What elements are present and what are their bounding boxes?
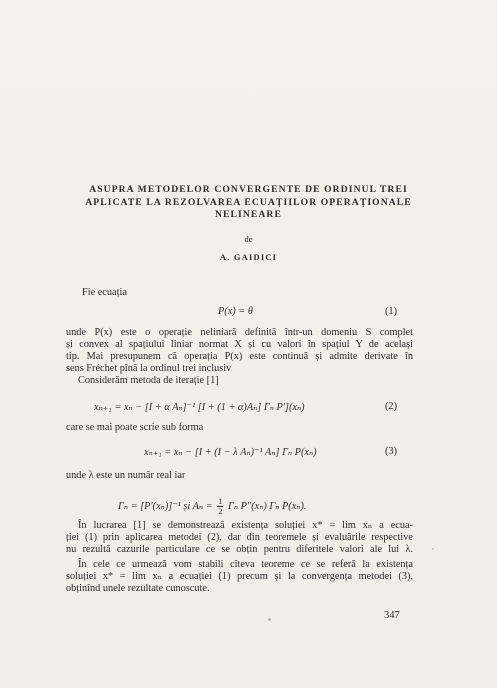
equation-4-right: Γₙ P″(xₙ) Γₙ P(xₙ). (228, 500, 307, 512)
paragraph-line: În lucrarea [1] se demonstrează existența soluției x* = lim xₙ a ecua- (78, 520, 413, 531)
scan-speck (268, 618, 271, 621)
paragraph-line: unde λ este un număr real iar (66, 470, 186, 481)
equation-number: (3) (385, 446, 398, 457)
equation-4 (118, 497, 306, 516)
intro-text: Fie ecuația (82, 287, 127, 298)
equation-1: P(x) = θ (218, 306, 253, 317)
paragraph-line: Considerăm metoda de iterație [1] (78, 375, 219, 386)
page-number: 347 (384, 610, 400, 621)
paragraph-line: și convex al spațiului liniar normat X și cu valori în spațiul Y de același (66, 339, 413, 350)
title-line: ASUPRA METODELOR CONVERGENTE DE ORDINUL TREI (89, 184, 408, 195)
paragraph-line: sens Fréchet pînă la ordinul trei inclusiv (66, 363, 232, 374)
paragraph-line: tip. Mai presupunem că operația P(x) este continuă și admite derivate în (66, 351, 413, 362)
byline: de (244, 234, 253, 244)
paragraph-line: ției (1) prin aplicarea metodei (2), dar din teoremele și evaluările respective (66, 532, 413, 543)
equation-2: xₙ₊₁ = xₙ − [I + α Aₙ]⁻¹ [I + (1 + α)Aₙ] Γₙ P′](xₙ) (94, 402, 305, 413)
paragraph-line: care se mai poate scrie sub forma (66, 422, 204, 433)
paragraph-line: obținînd unele rezultate cunoscute. (66, 583, 210, 594)
paragraph-line: În cele ce urmează vom stabili cîteva teoreme ce se referă la existența (78, 559, 413, 570)
paragraph-line: unde P(x) este o operație neliniară definită într-un domeniu S complet (66, 327, 413, 338)
paper-title (30, 184, 467, 222)
paragraph-line: soluției x* = lim xₙ a ecuației (1) precum și la convergența metodei (3), (66, 571, 413, 582)
title-line: APLICATE LA REZOLVAREA ECUAȚIILOR OPERAȚIONALE (85, 196, 412, 208)
author-name: A. GAIDICI (219, 252, 278, 262)
equation-4-left: Γₙ = [P′(xₙ)]⁻¹ și Aₙ = (118, 500, 213, 512)
equation-3: xₙ₊₁ = xₙ − [I + (I − λ Aₙ)⁻¹ Aₙ] Γₙ P(xₙ) (144, 447, 317, 458)
fraction-denominator: 2 (218, 506, 223, 516)
title-line: NELINEARE (215, 209, 282, 220)
scan-speck (432, 548, 434, 550)
fraction (217, 497, 223, 516)
paragraph-line: nu rezultă cazurile particulare ce se obțin pentru diferitele valori ale lui λ. (66, 544, 413, 555)
fraction-numerator: 1 (218, 496, 223, 506)
equation-number: (1) (385, 306, 398, 317)
equation-number: (2) (385, 401, 398, 412)
